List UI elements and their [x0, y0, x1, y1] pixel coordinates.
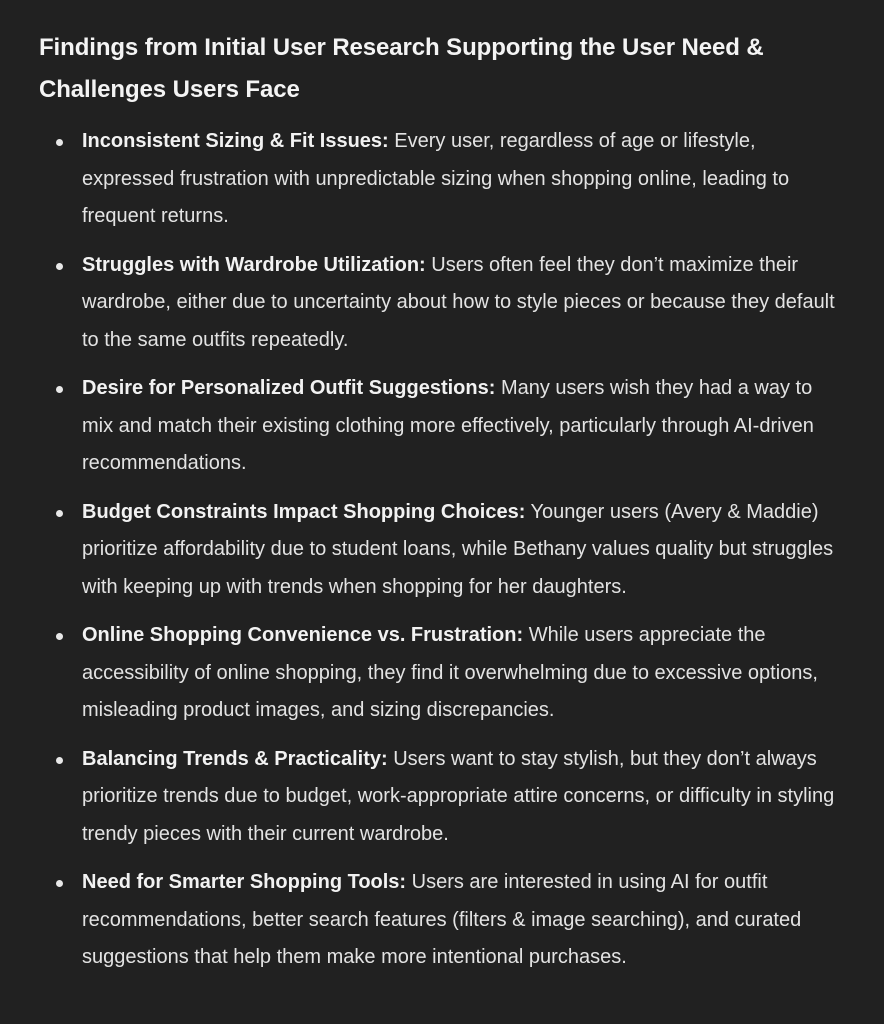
finding-text: While users appreciate the accessibility of online shopping, they find it overwhelming due to excessive options, misleading product images, and sizing discrepancies. [82, 624, 818, 721]
finding-item-wardrobe [39, 247, 844, 360]
finding-text: Users are interested in using AI for outfit recommendations, better search features (filters & image searching), and curated suggestions that help them make more intentional purchases. [82, 871, 802, 968]
finding-title: Struggles with Wardrobe Utilization: [82, 253, 426, 276]
finding-text: Every user, regardless of age or lifestyle, expressed frustration with unpredictable sizing when shopping online, leading to frequent returns. [82, 130, 790, 227]
finding-text: Users want to stay stylish, but they don’t always prioritize trends due to budget, work-appropriate attire concerns, or difficulty in styling trendy pieces with their current wardrobe. [82, 747, 835, 845]
finding-item-budget [39, 494, 844, 607]
finding-item-tools [39, 864, 844, 977]
bullet-icon [56, 633, 63, 640]
finding-title: Online Shopping Convenience vs. Frustration: [82, 624, 524, 646]
finding-text: Users often feel they don’t maximize their wardrobe, either due to uncertainty about how to style pieces or because they default to the same outfits repeatedly. [82, 253, 835, 351]
finding-item-sizing [39, 123, 844, 236]
findings-list [39, 123, 844, 977]
finding-title: Need for Smarter Shopping Tools: [82, 871, 407, 893]
bullet-icon [56, 757, 63, 764]
finding-title: Inconsistent Sizing & Fit Issues: [82, 130, 389, 152]
bullet-icon [56, 510, 63, 517]
finding-text: Younger users (Avery & Maddie) prioritize affordability due to student loans, while Bethany values quality but struggles with keeping up with trends when shopping for her daughters. [82, 500, 834, 598]
bullet-icon [56, 139, 63, 146]
section-heading: Findings from Initial User Research Supporting the User Need & Challenges Users Face [39, 34, 764, 103]
finding-title: Balancing Trends & Practicality: [82, 747, 388, 770]
finding-item-trends [39, 741, 844, 854]
bullet-icon [56, 880, 63, 887]
finding-item-personalized [39, 370, 844, 483]
finding-item-online-shopping [39, 617, 844, 730]
finding-text: Many users wish they had a way to mix and match their existing clothing more effectively, particularly through AI-driven recommendations. [82, 377, 814, 474]
bullet-icon [56, 386, 63, 393]
bullet-icon [56, 263, 63, 270]
finding-title: Budget Constraints Impact Shopping Choices: [82, 500, 526, 523]
finding-title: Desire for Personalized Outfit Suggestions: [82, 377, 496, 399]
